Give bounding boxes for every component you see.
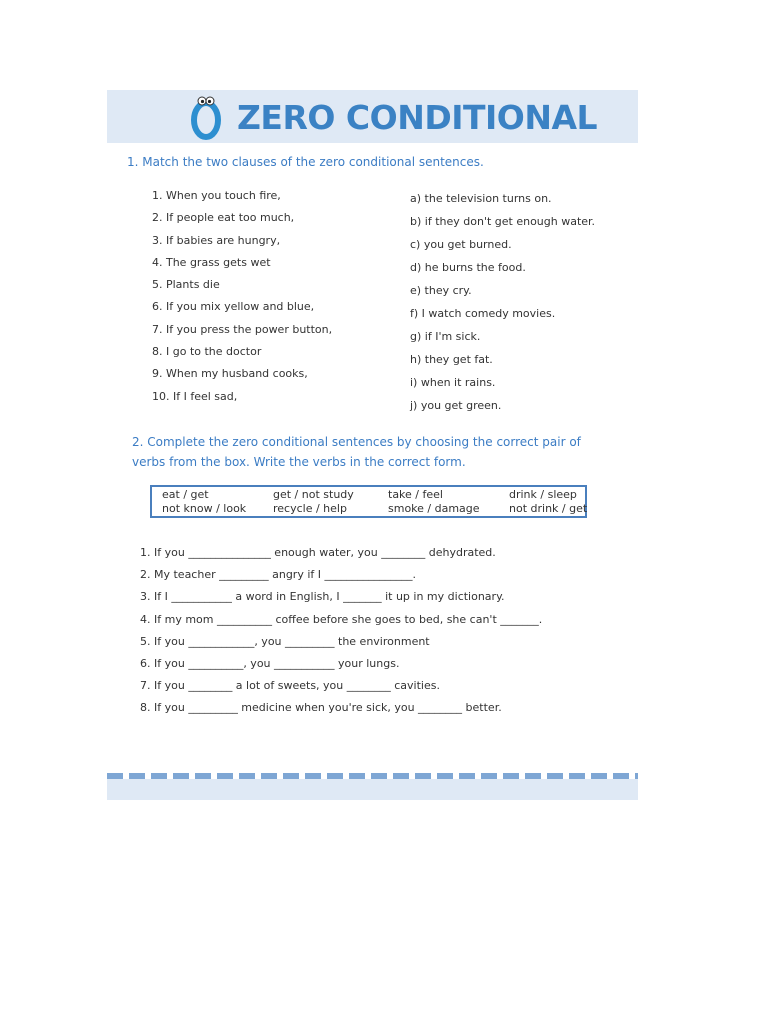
list-item: 4. The grass gets wet [152,255,271,269]
verb-pair: not know / look [162,502,247,515]
clause-list-right [410,187,630,417]
page-title: ZERO CONDITIONAL [237,98,598,137]
list-item: a) the television turns on. [410,192,552,205]
list-item: b) if they don't get enough water. [410,215,596,228]
letter-o-with-eyes-icon [189,94,223,140]
list-item: 3. If I ___________ a word in English, I _______ it up in my dictionary. [140,590,505,604]
list-item: g) if I'm sick. [410,330,481,343]
list-item: c) you get burned. [410,238,512,251]
verb-box [150,485,587,518]
list-item: 4. If my mom __________ coffee before she goes to bed, she can't _______. [140,612,543,626]
verb-pair: eat / get [162,488,209,501]
verb-pair: smoke / damage [388,502,480,515]
list-item: 6. If you __________, you ___________ your lungs. [140,657,400,671]
list-item: h) they get fat. [410,353,493,366]
list-item: 5. Plants die [152,278,220,292]
exercise-2-instruction: 2. Complete the zero conditional sentences by choosing the correct pair of verbs from the box. Write the verbs in the correct form. [132,435,581,469]
footer-band [107,779,638,800]
verb-pair: get / not study [273,488,354,501]
list-item: f) I watch comedy movies. [410,307,556,320]
worksheet [107,90,638,800]
exercise-1-instruction: 1. Match the two clauses of the zero conditional sentences. [127,155,484,169]
list-item: 8. I go to the doctor [152,345,262,359]
list-item: 7. If you press the power button, [152,322,333,336]
verb-pair: drink / sleep [509,488,577,501]
verb-pair: take / feel [388,488,443,501]
list-item: 7. If you ________ a lot of sweets, you ________ cavities. [140,679,440,693]
list-item: e) they cry. [410,284,472,297]
list-item: 1. When you touch fire, [152,189,281,202]
list-item: 3. If babies are hungry, [152,233,281,247]
list-item: i) when it rains. [410,376,496,389]
clause-list-left [152,185,362,408]
verb-pair: not drink / get [509,502,588,515]
list-item: 2. My teacher _________ angry if I ________________. [140,568,416,582]
list-item: 5. If you ____________, you _________ the environment [140,634,430,648]
list-item: j) you get green. [410,399,502,412]
list-item: 6. If you mix yellow and blue, [152,300,315,314]
list-item: 2. If people eat too much, [152,211,295,225]
list-item: 1. If you _______________ enough water, you ________ dehydrated. [140,546,496,559]
list-item: 8. If you _________ medicine when you're sick, you ________ better. [140,701,502,715]
verb-pair: recycle / help [273,502,347,515]
title-band [107,90,638,143]
list-item: 10. If I feel sad, [152,389,238,403]
sentence-list [140,542,620,720]
list-item: d) he burns the food. [410,261,526,274]
list-item: 9. When my husband cooks, [152,367,308,381]
